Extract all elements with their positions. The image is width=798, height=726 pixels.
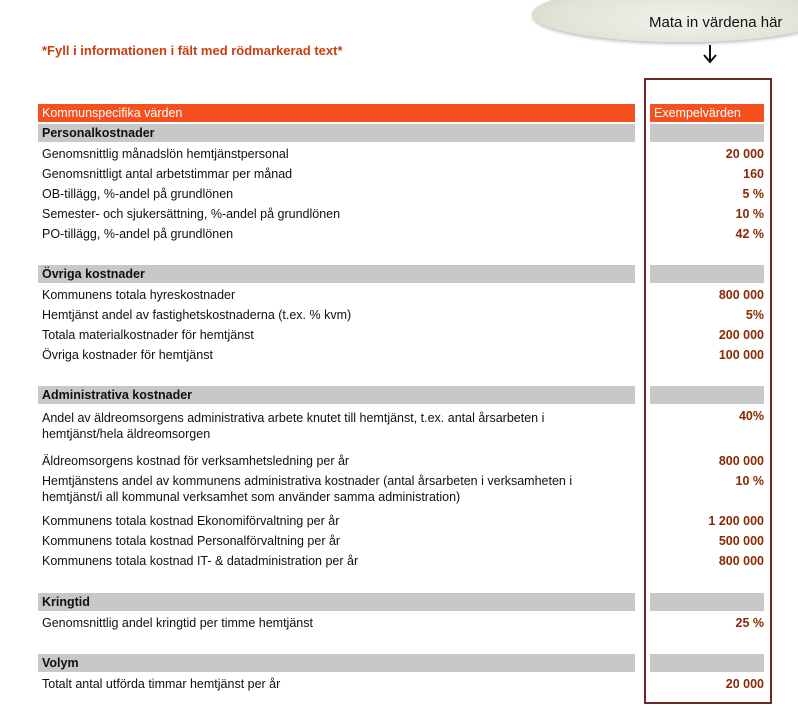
value-cell[interactable]: 160 [743,167,764,181]
row-label: Kommunens totala kostnad IT- & datadministration per år [42,554,359,568]
section-bar [38,593,635,611]
value-cell[interactable]: 10 % [735,474,764,488]
row-label: Hemtjänstens andel av kommunens administrativa kostnader (antal årsarbeten i verksamheten i hemtjänst/i all kommunal verksamhet som använder samma administration) [42,474,573,504]
value-cell[interactable]: 20 000 [725,677,764,691]
value-cell[interactable]: 40% [738,409,764,423]
row-label: Kommunens totala kostnad Ekonomiförvaltning per år [42,514,340,528]
row-label: Kommunens totala hyreskostnader [42,288,236,302]
section-title-personal: Personalkostnader [42,126,155,140]
value-cell[interactable]: 200 000 [718,328,764,342]
row-label: PO-tillägg, %-andel på grundlönen [42,227,234,241]
row-label: Genomsnittlig andel kringtid per timme hemtjänst [42,616,313,630]
value-cell[interactable]: 20 000 [725,147,764,161]
value-cell[interactable]: 25 % [735,616,764,630]
example-values-frame [644,78,772,704]
row-label: Genomsnittlig månadslön hemtjänstpersonal [42,147,289,161]
row-label: Genomsnittligt antal arbetstimmar per månad [42,167,293,181]
row-label: Hemtjänst andel av fastighetskostnaderna (t.ex. % kvm) [42,308,352,322]
value-cell[interactable]: 500 000 [718,534,764,548]
header-example-label: Exempelvärden [654,106,741,120]
section-bar [38,654,635,672]
section-title-kringtid: Kringtid [42,595,90,609]
value-cell[interactable]: 800 000 [718,454,764,468]
row-label: Kommunens totala kostnad Personalförvaltning per år [42,534,341,548]
value-cell[interactable]: 10 % [735,207,764,221]
row-label: Totalt antal utförda timmar hemtjänst per år [42,677,281,691]
section-title-ovriga: Övriga kostnader [42,267,145,281]
row-label: OB-tillägg, %-andel på grundlönen [42,187,234,201]
value-cell[interactable]: 1 200 000 [708,514,764,528]
value-cell[interactable]: 42 % [735,227,764,241]
row-label: Semester- och sjukersättning, %-andel på grundlönen [42,207,341,221]
header-label: Kommunspecifika värden [42,106,183,120]
value-cell[interactable]: 800 000 [718,288,764,302]
row-label: Totala materialkostnader för hemtjänst [42,328,254,342]
section-title-volym: Volym [42,656,79,670]
row-label: Andel av äldreomsorgens administrativa arbete knutet till hemtjänst, t.ex. antal årsarbeten i hemtjänst/hela äldreomsorgen [42,411,545,441]
callout-text: Mata in värdena här [649,14,783,31]
section-title-admin: Administrativa kostnader [42,388,193,402]
row-label: Äldreomsorgens kostnad för verksamhetsledning per år [42,454,350,468]
value-cell[interactable]: 5 % [742,187,764,201]
arrow-down-icon [703,44,717,64]
value-cell[interactable]: 5% [745,308,764,322]
value-cell[interactable]: 100 000 [718,348,764,362]
instruction-text: *Fyll i informationen i fält med rödmarkerad text* [42,43,343,58]
row-label: Övriga kostnader för hemtjänst [42,348,213,362]
value-cell[interactable]: 800 000 [718,554,764,568]
